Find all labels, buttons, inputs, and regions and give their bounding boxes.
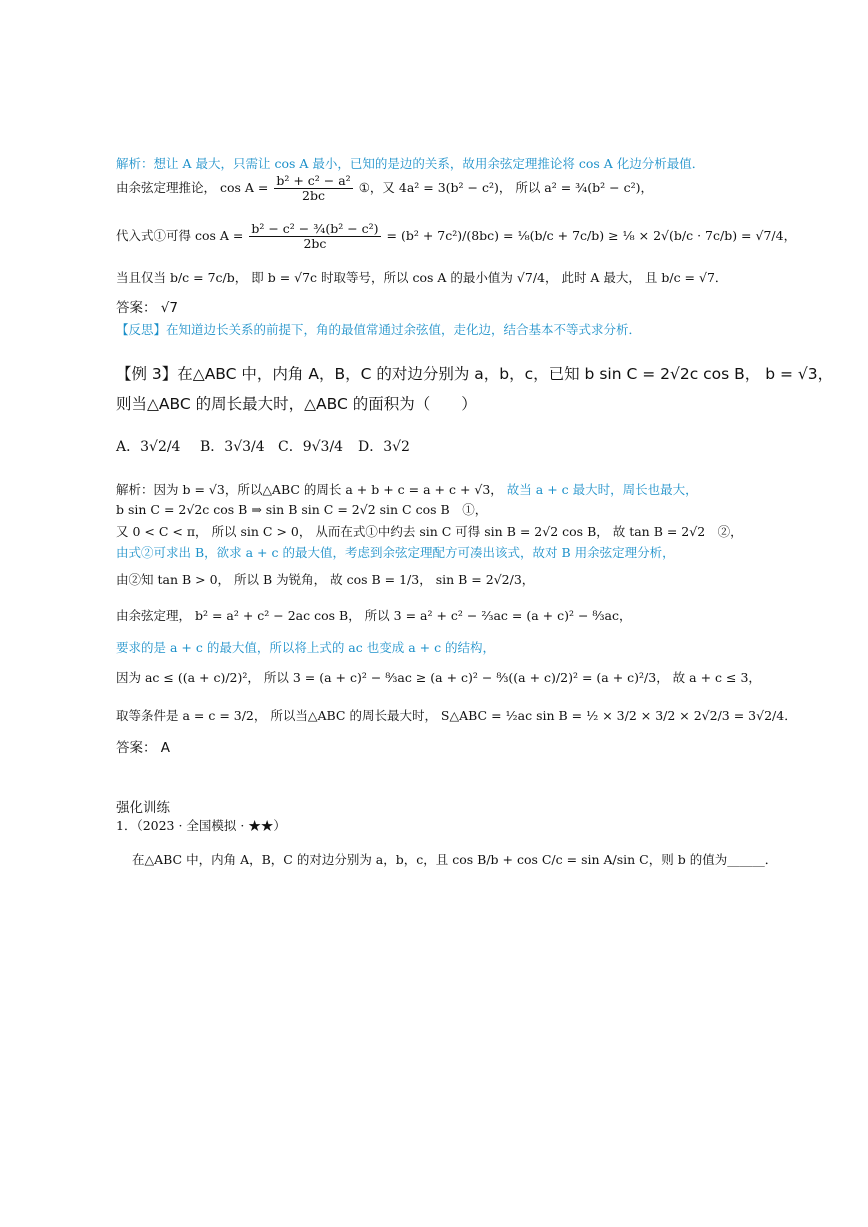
option-a: A．3√2/4	[116, 439, 181, 455]
substitution-line	[116, 222, 796, 251]
training-item-label: 1．（2023 · 全国模拟 · ★★）	[116, 818, 286, 833]
cosine-law-suffix: ①，又 4a² = 3(b² − c²)， 所以 a² = ¾(b² − c²)，	[358, 180, 653, 195]
cosine-numerator: b² + c² − a²	[276, 173, 351, 188]
option-b: B．3√3/4	[200, 439, 265, 455]
solution-3-line5: 由②知 tan B > 0， 所以 B 为锐角， 故 cos B = 1/3， sin B = 2√2/3，	[116, 572, 535, 587]
reflection-note: 【反思】在知道边长关系的前提下，角的最值常通过余弦值，走化边，结合基本不等式求分析．	[116, 322, 642, 337]
solution-3-line8: 因为 ac ≤ ((a + c)/2)²， 所以 3 = (a + c)² − ⁸⁄₃ac ≥ (a + c)² − ⁸⁄₃((a + c)/2)² = (a + c)²/3， 故 a + c ≤ 3，	[116, 670, 761, 685]
training-question: 在△ABC 中，内角 A，B，C 的对边分别为 a，b，c，且 cos B/b + cos C/c = sin A/sin C，则 b 的值为______．	[132, 852, 778, 867]
substitution-denominator: 2bc	[303, 236, 327, 251]
option-d: D．3√2	[358, 439, 410, 455]
solution-3-line4: 由式②可求出 B，欲求 a + c 的最大值，考虑到余弦定理配方可凑出该式，故对 B 用余弦定理分析，	[116, 545, 675, 560]
solution-3-line2: b sin C = 2√2c cos B ⇒ sin B sin C = 2√2 sin C cos B ①，	[116, 502, 488, 517]
substitution-prefix: 代入式①可得 cos A =	[116, 228, 244, 243]
solution-3-line6: 由余弦定理， b² = a² + c² − 2ac cos B， 所以 3 = a² + c² − ⅔ac = (a + c)² − ⁸⁄₃ac，	[116, 608, 632, 623]
example-3-question-line1: 【例 3】在△ABC 中，内角 A，B，C 的对边分别为 a，b，c，已知 b sin C = 2√2c cos B， b = √3，	[116, 365, 834, 383]
solution-3-line1-text: 解析：因为 b = √3，所以△ABC 的周长 a + b + c = a + c + √3，	[116, 482, 503, 497]
example-3-question-line2: 则当△ABC 的周长最大时，△ABC 的面积为（ ）	[116, 395, 477, 413]
solution-3-line1	[116, 482, 698, 498]
substitution-fraction	[249, 222, 380, 251]
answer-1: 答案： √7	[116, 300, 178, 316]
solution-3-line7: 要求的是 a + c 的最大值，所以将上式的 ac 也变成 a + c 的结构，	[116, 640, 496, 655]
cosine-law-prefix: 由余弦定理推论， cos A =	[116, 180, 269, 195]
substitution-suffix: = (b² + 7c²)/(8bc) = ⅛(b/c + 7c/b) ≥ ⅛ × 2√(b/c · 7c/b) = √7/4，	[386, 228, 797, 243]
cosine-fraction	[274, 174, 352, 203]
cosine-denominator: 2bc	[302, 188, 326, 203]
equality-condition-line: 当且仅当 b/c = 7c/b， 即 b = √7c 时取等号，所以 cos A 的最小值为 √7/4， 此时 A 最大， 且 b/c = √7．	[116, 270, 728, 285]
answer-3: 答案： A	[116, 740, 171, 756]
cosine-law-line	[116, 174, 653, 203]
option-c: C．9√3/4	[278, 439, 344, 455]
solution-3-line1-note: 故当 a + c 最大时，周长也最大，	[506, 482, 698, 497]
training-heading: 强化训练	[116, 800, 170, 816]
solution-3-line9: 取等条件是 a = c = 3/2， 所以当△ABC 的周长最大时， S△ABC = ½ac sin B = ½ × 3/2 × 3/2 × 2√2/3 = 3√2/4．	[116, 708, 797, 723]
solution-analysis-line: 解析：想让 A 最大，只需让 cos A 最小，已知的是边的关系，故用余弦定理推论将 cos A 化边分析最值．	[116, 156, 705, 171]
substitution-numerator: b² − c² − ¾(b² − c²)	[251, 221, 379, 236]
solution-3-line3: 又 0 < C < π， 所以 sin C > 0， 从而在式①中约去 sin C 可得 sin B = 2√2 cos B， 故 tan B = 2√2 ②，	[116, 524, 743, 539]
